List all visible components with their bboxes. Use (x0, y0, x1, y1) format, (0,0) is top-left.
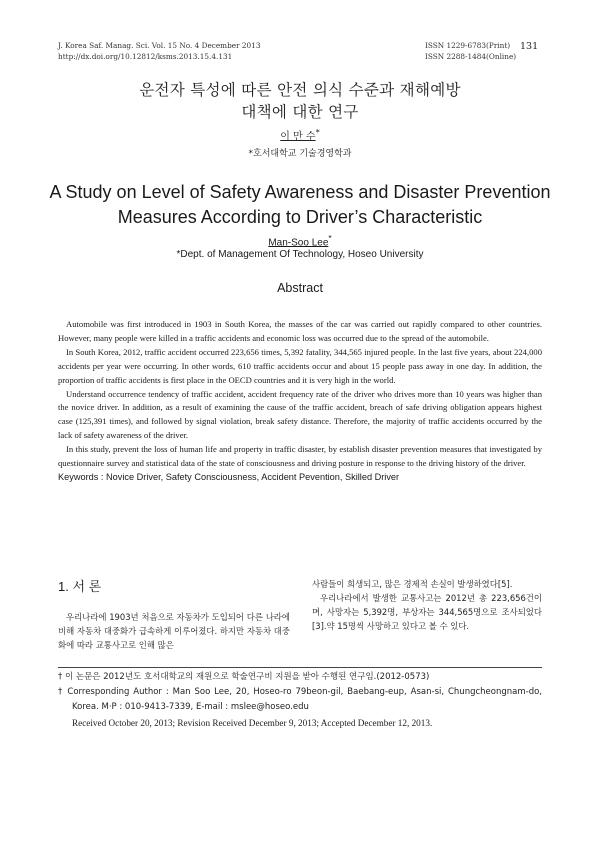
english-affiliation: *Dept. of Management Of Technology, Hoseo University (176, 249, 424, 260)
footnote-divider (58, 667, 542, 668)
korean-author-mark: * (315, 127, 320, 137)
korean-author (0, 127, 600, 142)
funding-note: † 이 논문은 2012년도 호서대학교의 재원으로 학술연구비 지원을 받아 수행된 연구임.(2012-0573) (58, 672, 430, 682)
abstract-body (58, 318, 542, 485)
issn-print: ISSN 1229-6783(Print) (425, 41, 511, 50)
korean-affiliation: *호서대학교 기술경영학과 (248, 149, 352, 159)
korean-title-line1: 운전자 특성에 따른 안전 의식 수준과 재해예방 (139, 81, 461, 99)
body-column-right (312, 577, 542, 633)
keywords: Keywords : Novice Driver, Safety Consciousness, Accident Pevention, Skilled Driver (58, 471, 400, 482)
doi-link[interactable]: http://dx.doi.org/10.12812/ksms.2013.15.4.131 (58, 52, 233, 61)
body-paragraph: 우리나라에 1903년 처음으로 자동차가 도입되어 다른 나라에 비해 자동차 대중화가 급속하게 이루어졌다. 하지만 자동차 대중화에 따라 교통사고로 인해 많은 (58, 612, 290, 650)
issn-online: ISSN 2288-1484(Online) (425, 52, 517, 61)
running-header-right (425, 40, 516, 62)
korean-title-line2: 대책에 대한 연구 (241, 103, 359, 121)
english-title (0, 180, 600, 230)
english-title-line2: Measures According to Driver’s Characteristic (117, 207, 483, 227)
body-column-left (58, 610, 290, 652)
corresponding-author-note: † Corresponding Author : Man Soo Lee, 20, Hoseo-ro 79beon-gil, Baebang-eup, Asan-si, Chungcheongnam-do, Korea. M·P : 010-9413-7339, E-mail : mslee@hoseo.edu (58, 687, 542, 713)
korean-title (0, 79, 600, 123)
english-title-line1: A Study on Level of Safety Awareness and Disaster Prevention (49, 182, 551, 202)
journal-citation: J. Korea Saf. Manag. Sci. Vol. 15 No. 4 December 2013 (58, 41, 261, 50)
abstract-paragraph: In South Korea, 2012, traffic accident occurred 223,656 times, 5,392 fatality, 344,565 injured people. In the last five years, about 224,000 accidents per year were occurring. In other words, 610 traffic accidents occur and about 15 people pass away in one day. In addition, the proportion of traffic accidents is first place in the OECD countries and it is very high in the world. (58, 346, 542, 385)
english-author-mark: * (328, 233, 332, 243)
body-paragraph: 사람들이 희생되고, 많은 경제적 손실이 발생하였다[5]. (312, 579, 513, 589)
abstract-paragraph: In this study, prevent the loss of human life and property in traffic disaster, by establish disaster prevention measures that investigated by questionnaire survey and statistical data of the state of consciousness and driving posture in response to the driving history of the driver. (58, 444, 542, 469)
abstract-paragraph: Automobile was first introduced in 1903 in South Korea, the masses of the car was carried out rapidly compared to other countries. However, many people were killed in a traffic accidents and economic loss was occurred due to the spread of the automobile. (58, 319, 542, 343)
footnotes (58, 670, 542, 731)
abstract-heading: Abstract (277, 281, 323, 295)
english-author-name: Man-Soo Lee (268, 237, 329, 249)
page-number: 131 (520, 41, 539, 52)
english-author (0, 233, 600, 248)
received-dates: Received October 20, 2013; Revision Received December 9, 2013; Accepted December 12, 2013. (72, 717, 433, 728)
abstract-paragraph: Understand occurrence tendency of traffic accident, accident frequency rate of the driver who drives more than 10 years was higher than the novice driver. In addition, as a result of examining the cause of the traffic accident, breach of safe driving obligation appears highest case (125,391 times), and followed by signal violation, break safety distance. Therefore, the majority of traffic accidents occurred by the lack of safety awareness of the driver. (58, 388, 542, 441)
body-paragraph: 우리나라에서 발생한 교통사고는 2012년 총 223,656건이며, 사망자는 5,392명, 부상자는 344,565명으로 조사되었다[3].약 15명씩 사망하고 있다고 볼 수 있다. (312, 593, 542, 631)
korean-author-name: 이 만 수 (280, 131, 316, 143)
section-title: 1. 서 론 (58, 579, 102, 594)
running-header-left (58, 40, 260, 62)
